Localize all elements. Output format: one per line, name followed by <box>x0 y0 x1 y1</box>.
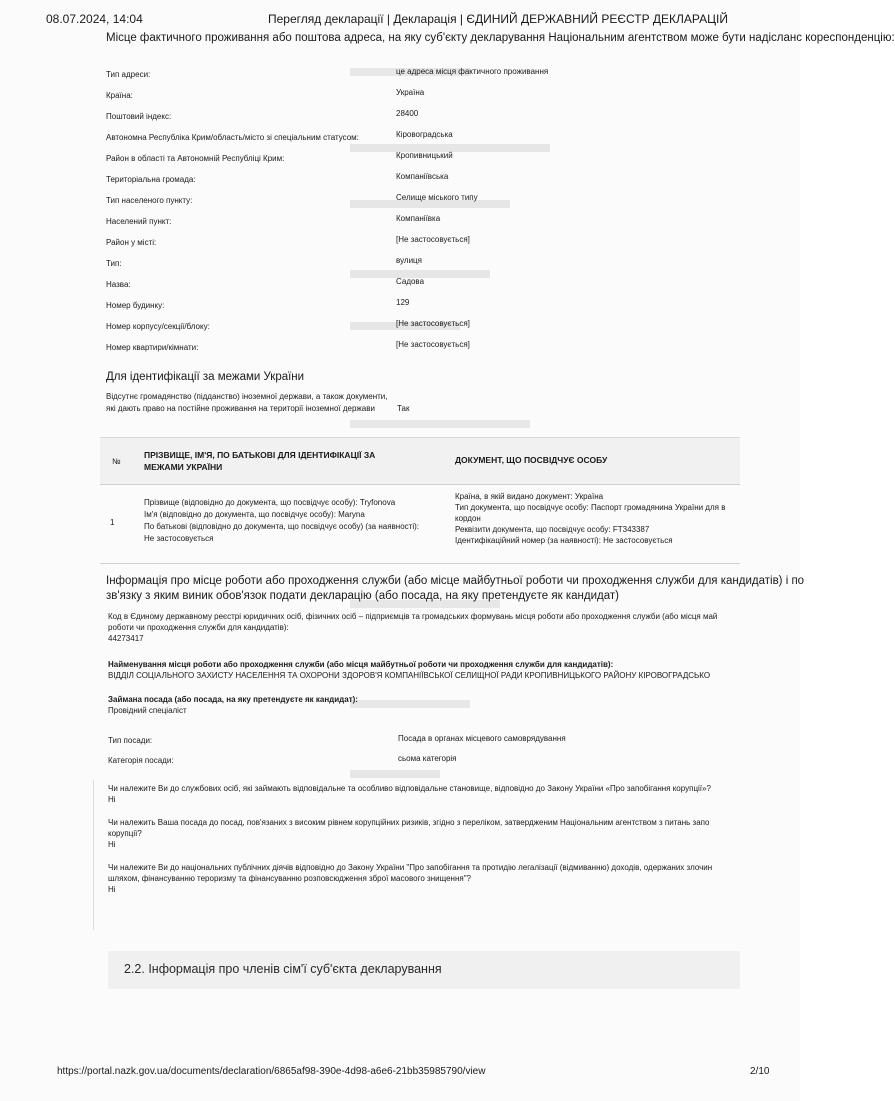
address-value: Компаніївка <box>396 214 441 223</box>
col-number: № <box>112 457 121 466</box>
position-label: Займана посада (або посада, на яку претендуєте як кандидат): <box>108 695 358 704</box>
col-document: ДОКУМЕНТ, ЩО ПОСВІДЧУЄ ОСОБУ <box>455 455 608 465</box>
position-type-value: Посада в органах місцевого самоврядування <box>398 734 566 743</box>
address-value: вулиця <box>396 256 422 265</box>
doc-line: Країна, в якій видано документ: Україна <box>455 492 604 501</box>
edrpou-block <box>108 611 740 644</box>
section-title: 2.2. Інформація про членів сім'ї суб'єкта декларування <box>124 962 442 976</box>
identity-table-header <box>100 437 740 484</box>
address-value: [Не застосовується] <box>396 319 470 328</box>
address-label: Поштовий індекс: <box>106 112 172 121</box>
row-name-cell <box>144 497 434 545</box>
col-name: ПРІЗВИЩЕ, ІМ'Я, ПО БАТЬКОВІ ДЛЯ ІДЕНТИФІКАЦІЇ ЗА МЕЖАМИ УКРАЇНИ <box>144 450 376 472</box>
edrpou-label: роботи чи проходження служби для кандидатів): <box>108 623 289 632</box>
question-text: Чи належите Ви до національних публічних діячів відповідно до Закону України "Про запобігання та протидію легалізації (відмиванню) доходів, одержаних злочин <box>108 863 713 872</box>
doc-line: Реквізити документа, що посвідчує особу: FT343387 <box>455 525 650 534</box>
address-label: Населений пункт: <box>106 217 172 226</box>
address-value: Селище міського типу <box>396 193 478 202</box>
address-value: Кропивницький <box>396 151 453 160</box>
question-text: шляхом, фінансуванню тероризму та фінансуванню розповсюдження зброї масового знищення"? <box>108 874 471 883</box>
position-details <box>108 733 740 767</box>
question-text: Чи належить Ваша посада до посад, пов'язаних з високим рівнем корупційних ризиків, згідно з переліком, затвердженим Національним агентством з питань запо <box>108 818 710 827</box>
divider <box>93 780 94 930</box>
name-line: Прізвище (відповідно до документа, що посвідчує особу): Tryfonova <box>144 498 396 507</box>
position-category-value: сьома категорія <box>398 754 457 763</box>
abroad-value: Так <box>397 404 410 413</box>
address-label: Автономна Республіка Крим/область/місто зі спеціальним статусом: <box>106 133 359 142</box>
address-value: [Не застосовується] <box>396 235 470 244</box>
address-label: Район у місті: <box>106 238 157 247</box>
print-title: Перегляд декларації | Декларація | ЄДИНИЙ ДЕРЖАВНИЙ РЕЄСТР ДЕКЛАРАЦІЙ <box>268 12 728 26</box>
organization-label: Найменування місця роботи або проходження служби (або місця майбутньої роботи чи проходження служби для кандидатів): <box>108 660 614 669</box>
name-line: По батькові (відповідно до документа, що посвідчує особу) (за наявності): <box>144 522 419 531</box>
question-corruption-risk <box>108 817 740 850</box>
question-text: корупції? <box>108 829 142 838</box>
question-answer: Ні <box>108 885 116 894</box>
position-type-label: Тип посади: <box>108 736 153 745</box>
name-line: Ім'я (відповідно до документа, що посвідчує особу): Maryna <box>144 510 365 519</box>
organization-value: ВІДДІЛ СОЦІАЛЬНОГО ЗАХИСТУ НАСЕЛЕННЯ ТА ОХОРОНИ ЗДОРОВ'Я КОМПАНІЇВСЬКОЇ СЕЛИЩНОЇ РАДИ КРОПИВНИЦЬКОГО РАЙОНУ КІРОВОГРАДСЬКО <box>108 671 711 680</box>
address-label: Країна: <box>106 91 133 100</box>
address-label: Назва: <box>106 280 131 289</box>
position-category-label: Категорія посади: <box>108 756 174 765</box>
address-label: Тип адреси: <box>106 70 151 79</box>
address-label: Територіальна громада: <box>106 175 196 184</box>
abroad-title: Для ідентифікації за межами України <box>106 371 305 383</box>
edrpou-value: 44273417 <box>108 634 144 643</box>
doc-line: Ідентифікаційний номер (за наявності): Не застосовується <box>455 536 673 545</box>
question-public-figure <box>108 862 740 895</box>
address-label: Номер квартири/кімнати: <box>106 343 199 352</box>
question-answer: Ні <box>108 795 116 804</box>
address-label: Номер будинку: <box>106 301 165 310</box>
organization-block <box>108 659 740 681</box>
position-block <box>108 694 740 716</box>
print-date: 08.07.2024, 14:04 <box>46 12 143 26</box>
row-document-cell <box>455 491 740 546</box>
page-number: 2/10 <box>750 1066 770 1077</box>
address-intro: Місце фактичного проживання або поштова адреса, на яку суб'єкту декларування Національним агентством може бути надісланс кореспонденцію: <box>106 32 895 44</box>
question-text: Чи належите Ви до службових осіб, які займають відповідальне та особливо відповідальне становище, відповідно до Закону України «Про запобігання корупції»? <box>108 784 711 793</box>
table-row <box>100 484 740 564</box>
address-label: Тип населеного пункту: <box>106 196 193 205</box>
address-value: Україна <box>396 88 425 97</box>
address-label: Район в області та Автономній Республіці Крим: <box>106 154 285 163</box>
name-line: Не застосовується <box>144 534 214 543</box>
address-value: 28400 <box>396 109 419 118</box>
address-value: це адреса місця фактичного проживання <box>396 67 549 76</box>
position-value: Провідний спеціаліст <box>108 706 187 715</box>
abroad-label: Відсутнє громадянство (підданство) іноземної держави, а також документи, які дають право на постійне проживання на території іноземної держави <box>106 392 388 413</box>
address-label: Тип: <box>106 259 122 268</box>
address-label: Номер корпусу/секції/блоку: <box>106 322 210 331</box>
work-heading: Інформація про місце роботи або проходження служби (або місце майбутньої роботи чи проходження служби для кандидатів) і по зв'язку з яким виник обов'язок подати декларацію (або посада, на яку претендуєте як кандидат) <box>106 575 805 602</box>
row-number: 1 <box>110 518 115 527</box>
doc-line: кордон <box>455 514 481 523</box>
address-value: Компаніївська <box>396 172 449 181</box>
question-responsible-position <box>108 783 740 805</box>
address-value: Садова <box>396 277 425 286</box>
page-url: https://portal.nazk.gov.ua/documents/declaration/6865af98-390e-4d98-a6e6-21bb35985790/view <box>57 1066 486 1077</box>
doc-line: Тип документа, що посвідчує особу: Паспорт громадянина України для в <box>455 503 726 512</box>
section-family-members-header <box>108 951 740 989</box>
address-value: Кіровоградська <box>396 130 453 139</box>
edrpou-label: Код в Єдиному державному реєстрі юридичних осіб, фізичних осіб – підприємців та громадських формувань місця роботи або проходження служби (або місця май <box>108 612 718 621</box>
question-answer: Ні <box>108 840 116 849</box>
address-value: [Не застосовується] <box>396 340 470 349</box>
address-value: 129 <box>396 298 410 307</box>
